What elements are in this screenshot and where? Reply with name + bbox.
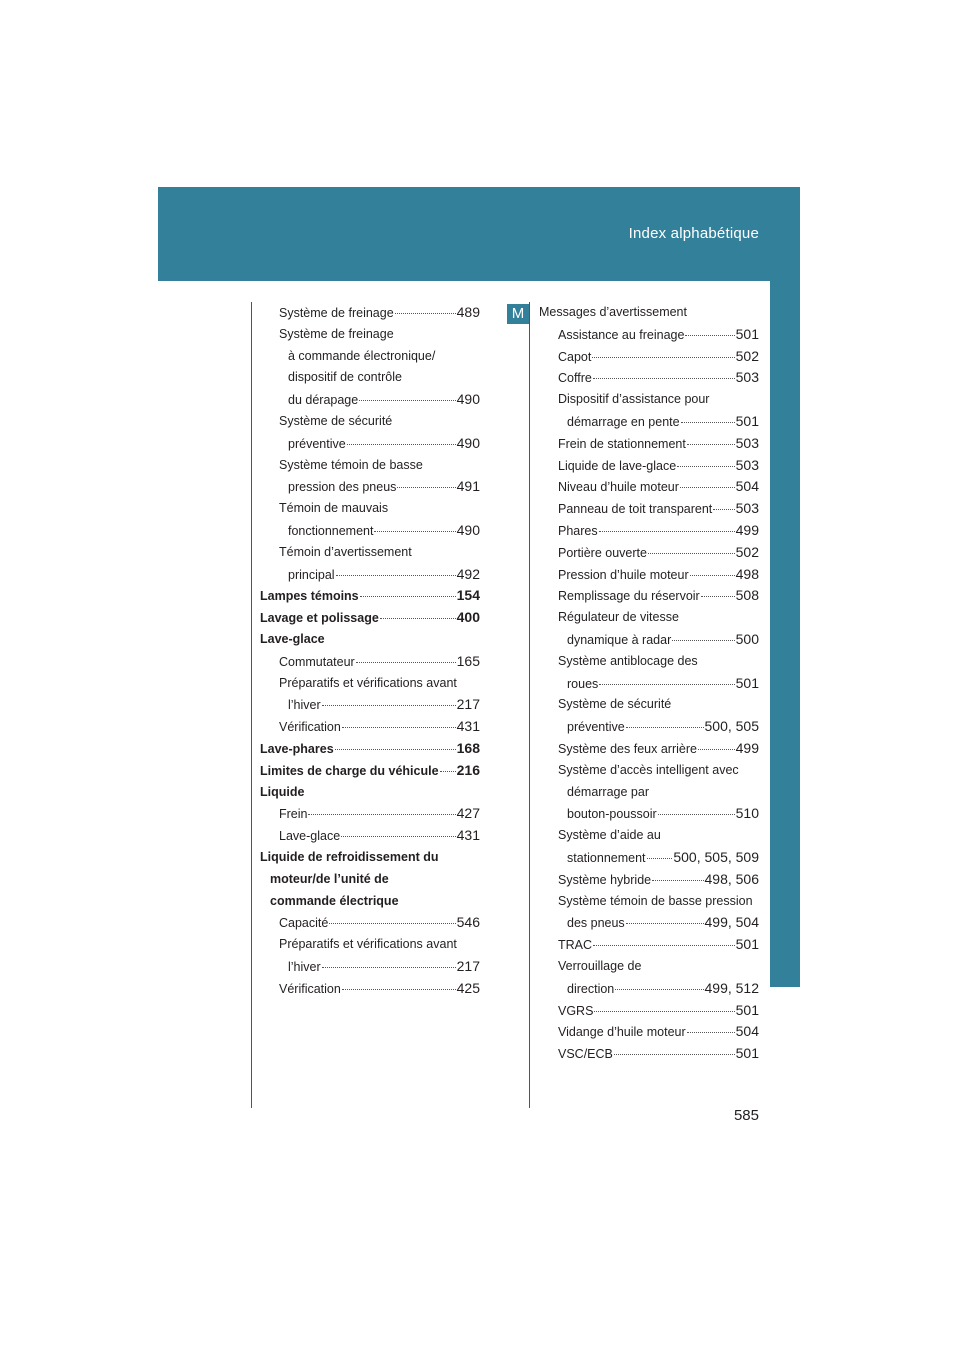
left-column-rule — [251, 302, 252, 1108]
index-entry-page: 508 — [735, 587, 759, 604]
index-entry-page: 499, 504 — [704, 914, 759, 931]
index-entry-text: Lave-glace — [260, 631, 325, 646]
index-entry-text: TRAC — [558, 938, 593, 953]
index-entry — [260, 760, 480, 782]
index-entry-page: 431 — [456, 718, 480, 735]
index-entry — [260, 934, 480, 956]
index-entry-page: 490 — [456, 521, 480, 538]
index-entry — [260, 825, 480, 847]
index-entry-text: Portière ouverte — [558, 545, 647, 560]
index-entry-text: Coffre — [558, 371, 592, 386]
index-entry — [260, 847, 480, 869]
index-entry-text: Préparatifs et vérifications avant — [279, 675, 457, 690]
index-entry — [539, 1043, 759, 1065]
index-entry — [539, 542, 759, 564]
index-entry-page: 425 — [456, 979, 480, 996]
index-entry — [260, 367, 480, 389]
index-entry-page: 216 — [456, 761, 480, 778]
index-entry — [260, 433, 480, 455]
index-entry-page: 490 — [456, 391, 480, 408]
index-entry-text: Système hybride — [558, 872, 652, 887]
dot-leader — [322, 704, 456, 706]
index-entry-text: Système de sécurité — [279, 413, 393, 428]
dot-leader — [397, 486, 455, 488]
index-entry — [260, 455, 480, 477]
index-entry-text: préventive — [567, 720, 625, 735]
index-entry — [260, 629, 480, 651]
index-entry-text: Capot — [558, 349, 592, 364]
index-entry-text: Messages d’avertissement — [539, 305, 687, 319]
dot-leader — [713, 508, 734, 510]
index-entry-page: 503 — [735, 434, 759, 451]
center-column-rule — [529, 302, 530, 1108]
index-entry-text: à commande électronique/ — [288, 348, 436, 363]
index-entry-text: principal — [288, 567, 335, 582]
index-entry — [539, 847, 759, 869]
index-entry-text: Commutateur — [279, 654, 355, 669]
index-entry — [260, 476, 480, 498]
index-entry-page: 500, 505, 509 — [673, 848, 759, 865]
index-entry — [539, 651, 759, 673]
index-entry — [539, 629, 759, 651]
index-entry — [539, 803, 759, 825]
dot-leader — [681, 421, 735, 423]
dot-leader — [359, 399, 455, 401]
dot-leader — [395, 312, 456, 314]
index-entry-text: VGRS — [558, 1003, 594, 1018]
dot-leader — [658, 813, 735, 815]
dot-leader — [626, 726, 704, 728]
index-letter-badge: M — [507, 304, 529, 324]
dot-leader — [698, 748, 735, 750]
index-entry-page: 499 — [735, 739, 759, 756]
index-entry — [260, 411, 480, 433]
index-entry-text: Témoin d’avertissement — [279, 544, 412, 559]
dot-leader — [593, 377, 735, 379]
index-entry-page: 502 — [735, 347, 759, 364]
index-entry-text: Verrouillage de — [558, 958, 642, 973]
index-entry-text: Frein — [279, 807, 308, 822]
index-entry — [539, 476, 759, 498]
index-entry-text: l’hiver — [288, 959, 321, 974]
dot-leader — [308, 813, 455, 815]
index-entry-text: Système témoin de basse — [279, 457, 423, 472]
index-entry-text: Dispositif d’assistance pour — [558, 392, 710, 407]
index-entry-page: 217 — [456, 957, 480, 974]
chapter-side-tab — [770, 281, 800, 987]
dot-leader — [677, 465, 735, 467]
page-number: 585 — [733, 1107, 759, 1124]
index-entry-text: VSC/ECB — [558, 1047, 613, 1062]
index-entry-page: 501 — [735, 674, 759, 691]
index-entry — [539, 673, 759, 695]
index-entry-page: 502 — [735, 543, 759, 560]
index-entry-text: Système de freinage — [279, 306, 394, 320]
index-entry — [260, 324, 480, 346]
index-entry-text: Système des feux arrière — [558, 741, 697, 756]
index-entry-page: 154 — [456, 587, 480, 604]
index-entry-text: Limites de charge du véhicule — [260, 763, 439, 778]
dot-leader — [347, 443, 456, 445]
index-entry-text: bouton-poussoir — [567, 807, 657, 822]
index-entry-text: Frein de stationnement — [558, 436, 686, 451]
index-entry — [539, 782, 759, 804]
index-entry-page: 499 — [735, 521, 759, 538]
index-entry-page: 501 — [735, 325, 759, 342]
index-entry-text: préventive — [288, 436, 346, 451]
index-entry-page: 501 — [735, 412, 759, 429]
index-entry — [539, 891, 759, 913]
index-entry-text: Lave-glace — [279, 829, 341, 844]
index-entry-text: dispositif de contrôle — [288, 370, 402, 385]
index-entry — [539, 1021, 759, 1043]
index-entry-text: Système de freinage — [279, 326, 394, 341]
index-entry — [260, 346, 480, 368]
index-entry-text: pression des pneus — [288, 480, 397, 495]
index-entry — [260, 694, 480, 716]
index-entry — [260, 389, 480, 411]
index-column-right — [539, 302, 759, 1065]
index-entry — [260, 803, 480, 825]
dot-leader — [648, 552, 735, 554]
index-entry-text: Pression d’huile moteur — [558, 567, 689, 582]
index-entry — [539, 716, 759, 738]
index-entry — [260, 542, 480, 564]
index-entry-text: roues — [567, 676, 599, 691]
index-entry-text: Système témoin de basse pression — [558, 893, 753, 908]
index-entry — [260, 956, 480, 978]
index-entry-text: Lavage et polissage — [260, 611, 379, 626]
index-entry-text: Vidange d’huile moteur — [558, 1025, 686, 1040]
index-entry-page: 165 — [456, 652, 480, 669]
index-entry-text: Assistance au freinage — [558, 327, 685, 342]
index-entry-text: Capacité — [279, 916, 329, 931]
index-entry — [260, 782, 480, 804]
dot-leader — [341, 835, 455, 837]
index-entry — [260, 498, 480, 520]
index-entry — [539, 760, 759, 782]
index-entry — [260, 520, 480, 542]
index-entry-page: 489 — [456, 304, 480, 320]
index-entry-text: Remplissage du réservoir — [558, 589, 700, 604]
dot-leader — [680, 486, 735, 488]
index-entry — [260, 607, 480, 629]
index-entry-page: 492 — [456, 565, 480, 582]
index-entry-text: commande électrique — [270, 893, 399, 908]
index-entry-page: 490 — [456, 434, 480, 451]
index-entry — [539, 324, 759, 346]
index-entry — [539, 411, 759, 433]
index-entry-text: Système de sécurité — [558, 697, 672, 712]
dot-leader — [614, 1053, 735, 1055]
index-entry-text: Système d’accès intelligent avec — [558, 762, 739, 777]
index-entry — [539, 346, 759, 368]
dot-leader — [690, 574, 735, 576]
index-column-left — [260, 302, 480, 1000]
index-entry-page: 546 — [456, 914, 480, 931]
dot-leader — [374, 530, 455, 532]
index-entry — [539, 956, 759, 978]
index-entry — [260, 302, 480, 324]
index-entry-text: Liquide de lave-glace — [558, 458, 677, 473]
index-entry — [539, 1000, 759, 1022]
index-entry — [539, 520, 759, 542]
index-entry — [539, 607, 759, 629]
index-entry-page: 504 — [735, 1023, 759, 1040]
index-entry — [539, 585, 759, 607]
index-entry — [539, 433, 759, 455]
index-entry — [539, 498, 759, 520]
index-entry-text: du dérapage — [288, 393, 359, 408]
index-entry — [539, 825, 759, 847]
index-entry — [260, 564, 480, 586]
index-entry-text: Lave-phares — [260, 741, 334, 756]
index-entry — [260, 912, 480, 934]
dot-leader — [440, 770, 456, 772]
index-entry-text: Liquide — [260, 784, 305, 799]
dot-leader — [342, 988, 456, 990]
index-entry-text: des pneus — [567, 916, 625, 931]
index-entry-text: moteur/de l’unité de — [270, 871, 389, 886]
index-entry-page: 503 — [735, 369, 759, 386]
index-entry-page: 501 — [735, 1045, 759, 1062]
index-entry-text: fonctionnement — [288, 523, 374, 538]
dot-leader — [592, 356, 734, 358]
index-entry-text: Liquide de refroidissement du — [260, 849, 439, 864]
index-entry — [260, 738, 480, 760]
dot-leader — [335, 748, 456, 750]
dot-leader — [626, 922, 704, 924]
index-entry-text: Panneau de toit transparent — [558, 502, 713, 517]
index-entry-text: Vérification — [279, 720, 341, 735]
index-entry-page: 503 — [735, 456, 759, 473]
dot-leader — [701, 595, 735, 597]
index-entry — [539, 564, 759, 586]
index-entry-text: Système antiblocage des — [558, 653, 698, 668]
index-entry-page: 498 — [735, 565, 759, 582]
index-entry-text: dynamique à radar — [567, 632, 672, 647]
section-title: Index alphabétique — [628, 225, 759, 242]
dot-leader — [599, 530, 735, 532]
index-entry — [539, 389, 759, 411]
index-entry-page: 499, 512 — [704, 979, 759, 996]
dot-leader — [687, 1031, 735, 1033]
section-header — [158, 187, 800, 281]
index-entry-text: démarrage en pente — [567, 414, 680, 429]
dot-leader — [380, 617, 456, 619]
dot-leader — [652, 879, 703, 881]
index-entry-page: 431 — [456, 827, 480, 844]
index-entry — [260, 869, 480, 891]
index-entry — [539, 455, 759, 477]
index-entry-page: 168 — [456, 739, 480, 756]
index-entry-text: Phares — [558, 523, 598, 538]
dot-leader — [647, 857, 673, 859]
dot-leader — [594, 1010, 734, 1012]
index-entry-page: 501 — [735, 936, 759, 953]
index-entry — [539, 978, 759, 1000]
index-entry-page: 498, 506 — [704, 870, 759, 887]
index-entry — [539, 912, 759, 934]
dot-leader — [342, 726, 456, 728]
index-entry — [260, 716, 480, 738]
dot-leader — [322, 966, 456, 968]
index-entry-page: 503 — [735, 500, 759, 517]
index-entry — [260, 651, 480, 673]
index-entry — [260, 585, 480, 607]
dot-leader — [672, 639, 734, 641]
dot-leader — [593, 944, 735, 946]
index-entry — [539, 934, 759, 956]
index-entry — [539, 302, 759, 324]
index-entry-page: 504 — [735, 478, 759, 495]
index-entry — [539, 869, 759, 891]
index-entry-text: stationnement — [567, 850, 646, 865]
index-entry — [539, 694, 759, 716]
index-entry — [539, 367, 759, 389]
index-entry-page: 500, 505 — [704, 718, 759, 735]
index-entry-text: l’hiver — [288, 698, 321, 713]
index-entry-text: Vérification — [279, 981, 341, 996]
dot-leader — [329, 922, 455, 924]
index-entry-page: 491 — [456, 478, 480, 495]
index-entry-page: 427 — [456, 805, 480, 822]
index-entry-page: 500 — [735, 630, 759, 647]
index-entry-text: démarrage par — [567, 784, 649, 799]
index-entry — [260, 978, 480, 1000]
index-entry-page: 510 — [735, 805, 759, 822]
index-entry — [260, 673, 480, 695]
index-entry-text: Système d’aide au — [558, 828, 661, 843]
dot-leader — [356, 661, 456, 663]
dot-leader — [360, 595, 456, 597]
index-entry-text: Régulateur de vitesse — [558, 610, 679, 625]
dot-leader — [599, 683, 734, 685]
dot-leader — [685, 334, 734, 336]
dot-leader — [615, 988, 703, 990]
index-entry-page: 217 — [456, 696, 480, 713]
index-entry-text: Témoin de mauvais — [279, 501, 389, 516]
index-entry — [260, 891, 480, 913]
dot-leader — [336, 574, 456, 576]
index-entry-page: 400 — [456, 609, 480, 626]
index-entry — [539, 738, 759, 760]
index-entry-text: Lampes témoins — [260, 589, 359, 604]
index-entry-page: 501 — [735, 1001, 759, 1018]
index-entry-text: Préparatifs et vérifications avant — [279, 937, 457, 952]
dot-leader — [687, 443, 735, 445]
index-entry-text: direction — [567, 981, 615, 996]
index-entry-text: Niveau d’huile moteur — [558, 480, 679, 495]
